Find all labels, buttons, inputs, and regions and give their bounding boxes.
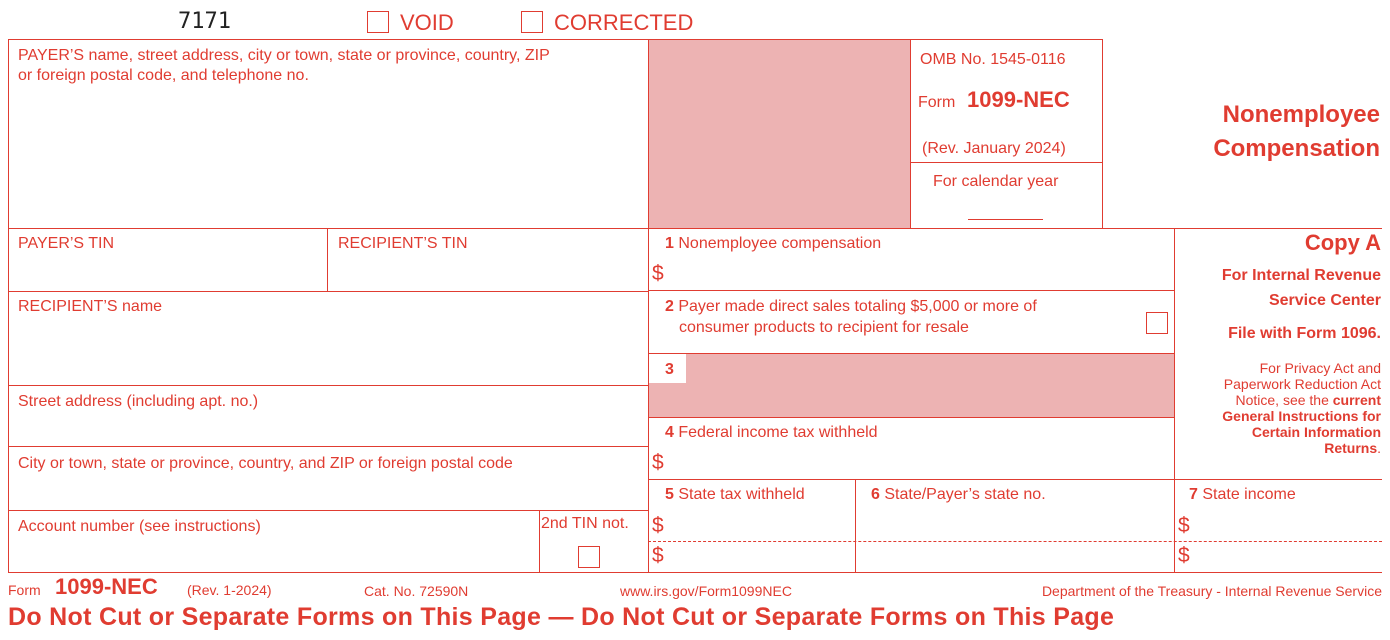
irs-center-line2: Service Center <box>1268 292 1381 309</box>
box-6-text: State/Payer’s state no. <box>884 486 1046 503</box>
omb-number: OMB No. 1545-0116 <box>920 51 1066 68</box>
box-4-number: 4 <box>665 424 674 441</box>
form-code: 7171 <box>178 9 231 34</box>
shaded-area-top <box>648 39 910 228</box>
calendar-year-field[interactable] <box>968 200 1043 220</box>
do-not-cut-warning: Do Not Cut or Separate Forms on This Page — Do Not Cut or Separate Forms on This Page <box>8 603 1115 631</box>
box-5-label <box>665 485 805 505</box>
payer-tin-label: PAYER’S TIN <box>18 235 115 252</box>
box-1-nonemployee-compensation-field[interactable] <box>670 258 1172 289</box>
recipient-name-field[interactable] <box>10 320 646 384</box>
box-6-state-payer-no-field-2[interactable] <box>858 543 1172 571</box>
file-with-form-1096: File with Form 1096. <box>1228 325 1381 342</box>
footer-form-prefix: Form <box>8 582 41 598</box>
box-5-dollar-sign-2: $ <box>652 544 664 567</box>
box-2-label-line2: consumer products to recipient for resale <box>679 319 969 336</box>
footer-form-name: 1099-NEC <box>55 574 158 599</box>
box-3-number: 3 <box>665 361 674 378</box>
box-5-state-tax-field-1[interactable] <box>670 508 854 540</box>
footer-revision: (Rev. 1-2024) <box>187 582 272 598</box>
second-tin-label: 2nd TIN not. <box>541 515 629 532</box>
privacy-notice-line4: General Instructions for <box>1222 408 1381 424</box>
box-4-dollar-sign: $ <box>652 451 664 474</box>
box-1-label <box>665 234 881 254</box>
box-6-label <box>871 485 1046 505</box>
box-2-label-line1 <box>665 297 1037 317</box>
second-tin-checkbox[interactable] <box>578 546 600 568</box>
copy-a-panel <box>1176 228 1381 478</box>
box-1-number: 1 <box>665 235 674 252</box>
privacy-notice-line5: Certain Information <box>1251 424 1381 440</box>
corrected-checkbox[interactable] <box>521 11 543 33</box>
account-number-field[interactable] <box>10 540 538 571</box>
footer-url: www.irs.gov/Form1099NEC <box>620 583 792 599</box>
box-7-state-income-field-2[interactable] <box>1196 543 1382 571</box>
privacy-notice-line3-bold: current <box>1332 392 1381 408</box>
privacy-notice <box>1222 360 1381 456</box>
form-title-name: 1099-NEC <box>967 87 1070 112</box>
copy-a-label: Copy A <box>1304 230 1381 255</box>
box-7-label <box>1189 485 1296 505</box>
box-6-number: 6 <box>871 486 880 503</box>
footer-department: Department of the Treasury - Internal Revenue Service <box>1041 583 1382 599</box>
box-4-label <box>665 423 878 443</box>
irs-center-line1: For Internal Revenue <box>1221 267 1381 284</box>
city-state-zip-field[interactable] <box>10 476 646 509</box>
privacy-notice-line3 <box>1222 392 1381 408</box>
box-1-dollar-sign: $ <box>652 262 664 285</box>
box-7-text: State income <box>1202 486 1296 503</box>
shaded-box-3 <box>648 353 1174 417</box>
box-7-state-income-field-1[interactable] <box>1196 508 1382 540</box>
payer-tin-field[interactable] <box>10 256 326 290</box>
box-6-state-payer-no-field-1[interactable] <box>858 508 1172 540</box>
privacy-notice-line1: For Privacy Act and <box>1259 360 1381 376</box>
box-5-dollar-sign-1: $ <box>652 514 664 537</box>
box-2-direct-sales-checkbox[interactable] <box>1146 312 1168 334</box>
privacy-notice-line3-plain: Notice, see the <box>1235 392 1329 408</box>
box-2-text-line1: Payer made direct sales totaling $5,000 or more of <box>678 298 1037 315</box>
form-title-prefix: Form <box>918 94 956 111</box>
calendar-year-label: For calendar year <box>933 173 1059 190</box>
void-label: VOID <box>400 10 454 35</box>
privacy-notice-line2: Paperwork Reduction Act <box>1223 376 1381 392</box>
corrected-label: CORRECTED <box>554 10 694 35</box>
box-3-label <box>665 360 674 380</box>
form-revision: (Rev. January 2024) <box>922 140 1066 157</box>
recipient-name-label: RECIPIENT’S name <box>18 298 163 315</box>
form-title-line1: Nonemployee <box>1222 101 1380 128</box>
account-number-label: Account number (see instructions) <box>18 518 261 535</box>
box-7-number: 7 <box>1189 486 1198 503</box>
street-address-field[interactable] <box>10 414 646 445</box>
form-title-line2: Compensation <box>1213 135 1380 162</box>
privacy-notice-line6-bold: Returns <box>1324 440 1378 456</box>
payer-info-label-line1: PAYER’S name, street address, city or town, state or province, country, ZIP <box>18 47 550 64</box>
box-1-text: Nonemployee compensation <box>678 235 882 252</box>
void-checkbox[interactable] <box>367 11 389 33</box>
box-5-state-tax-field-2[interactable] <box>670 543 854 571</box>
recipient-tin-label: RECIPIENT’S TIN <box>338 235 468 252</box>
box-7-dollar-sign-1: $ <box>1178 514 1190 537</box>
box-4-federal-tax-withheld-field[interactable] <box>670 446 1172 478</box>
privacy-notice-line6: Returns. <box>1324 440 1381 456</box>
payer-info-field[interactable] <box>10 90 646 226</box>
box-4-text: Federal income tax withheld <box>678 424 878 441</box>
payer-info-label-line2: or foreign postal code, and telephone no. <box>18 67 309 84</box>
footer-cat-no: Cat. No. 72590N <box>364 583 469 599</box>
box-2-number: 2 <box>665 298 674 315</box>
city-state-zip-label: City or town, state or province, country, and ZIP or foreign postal code <box>18 455 513 472</box>
box-5-text: State tax withheld <box>678 486 805 503</box>
recipient-tin-field[interactable] <box>329 256 647 290</box>
street-address-label: Street address (including apt. no.) <box>18 393 259 410</box>
box-7-dollar-sign-2: $ <box>1178 544 1190 567</box>
box-5-number: 5 <box>665 486 674 503</box>
